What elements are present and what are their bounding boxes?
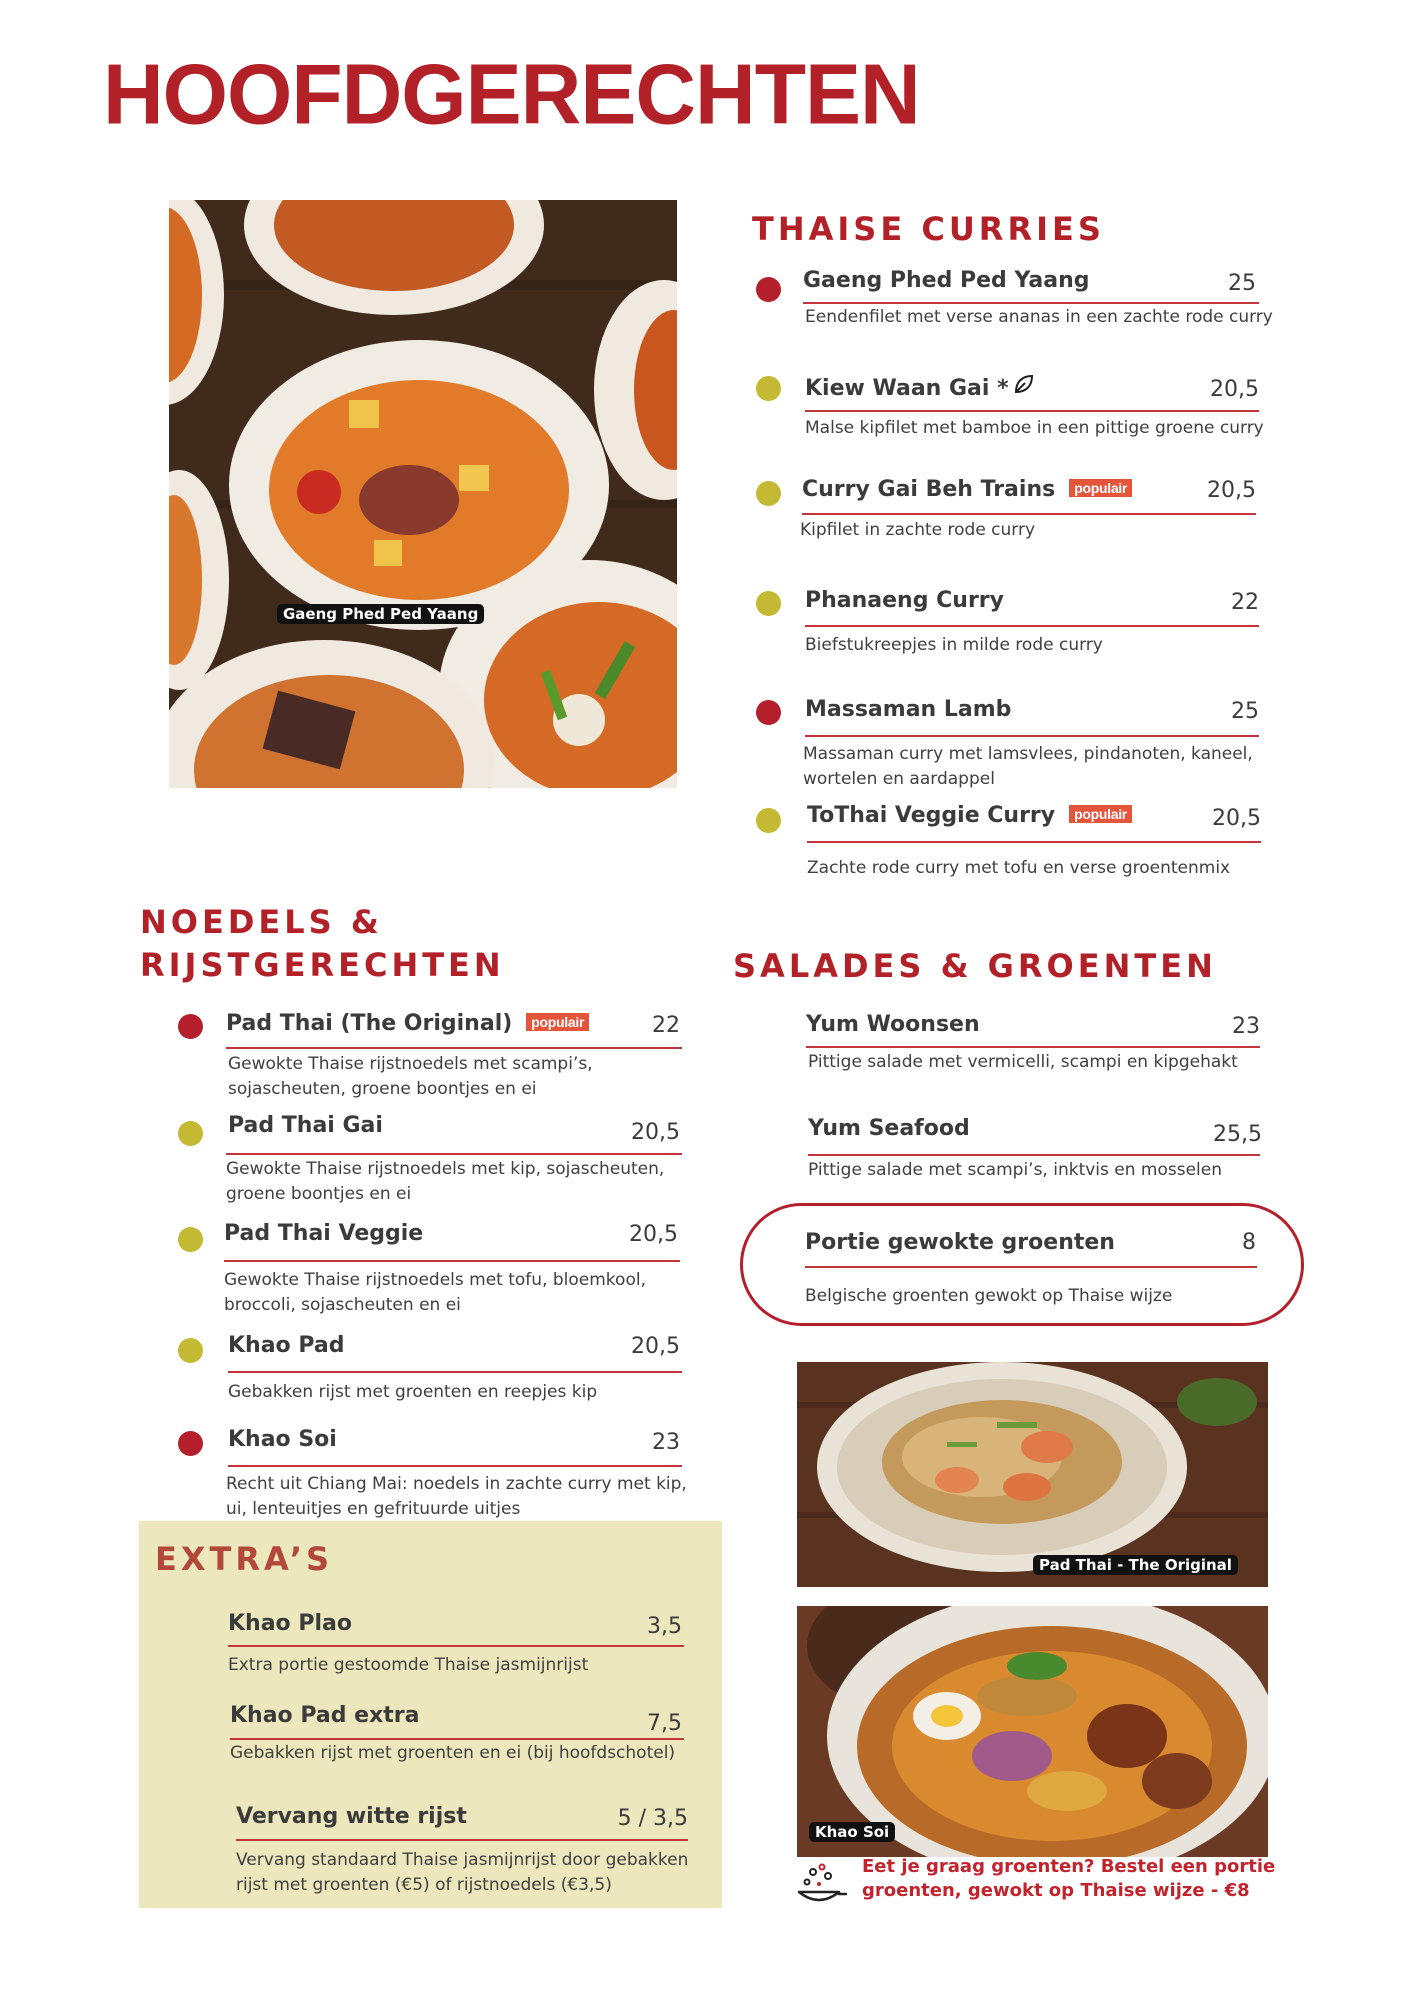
item-name (807, 803, 1132, 828)
olive-dot-icon (178, 1338, 203, 1363)
padthai-photo-image (797, 1362, 1268, 1587)
item-name: Gaeng Phed Ped Yaang (803, 268, 1090, 293)
item-name-text: Kiew Waan Gai * (805, 376, 1009, 401)
item-description: Gewokte Thaise rijstnoedels met tofu, bloemkool, broccoli, sojascheuten en ei (224, 1270, 646, 1315)
olive-dot-icon (756, 808, 781, 833)
divider (228, 1645, 684, 1647)
item-price: 20,5 (1210, 377, 1259, 402)
olive-dot-icon (756, 481, 781, 506)
khaosoi-photo (797, 1606, 1268, 1857)
divider (805, 1266, 1257, 1268)
olive-dot-icon (178, 1227, 203, 1252)
item-name-text: Pad Thai (The Original) (226, 1011, 513, 1036)
item-description: Belgische groenten gewokt op Thaise wijze (805, 1286, 1173, 1306)
item-price: 25 (1228, 271, 1256, 296)
item-description: Gebakken rijst met groenten en ei (bij hoofdschotel) (230, 1743, 676, 1763)
item-price: 5 / 3,5 (617, 1806, 688, 1831)
olive-dot-icon (756, 591, 781, 616)
divider (230, 1738, 684, 1740)
item-description: Gewokte Thaise rijstnoedels met kip, sojascheuten, groene boontjes en ei (226, 1159, 665, 1204)
item-description: Biefstukreepjes in milde rode curry (805, 635, 1103, 655)
page-title: HOOFDGERECHTEN (103, 46, 920, 142)
red-dot-icon (756, 700, 781, 725)
item-price: 23 (652, 1430, 680, 1455)
item-price: 20,5 (631, 1120, 680, 1145)
item-description: Gebakken rijst met groenten en reepjes kip (228, 1382, 598, 1402)
red-dot-icon (178, 1014, 203, 1039)
divider (806, 1046, 1260, 1048)
popular-badge: populair (1069, 805, 1132, 823)
divider (228, 1465, 682, 1467)
popular-badge: populair (1069, 479, 1132, 497)
item-name: Khao Pad (228, 1333, 345, 1358)
item-name (226, 1011, 589, 1036)
divider (805, 410, 1259, 412)
item-name-text: Curry Gai Beh Trains (802, 477, 1056, 502)
item-price: 8 (1242, 1230, 1256, 1255)
veggie-note: Eet je graag groenten? Bestel een portie groenten, gewokt op Thaise wijze - €8 (862, 1856, 1276, 1901)
olive-dot-icon (178, 1121, 203, 1146)
leaf-icon (1013, 373, 1035, 395)
divider (808, 1154, 1260, 1156)
popular-badge: populair (526, 1013, 589, 1031)
item-name: Yum Seafood (808, 1116, 970, 1141)
item-description: Gewokte Thaise rijstnoedels met scampi’s, sojascheuten, groene boontjes en ei (228, 1054, 593, 1099)
padthai-photo (797, 1362, 1268, 1587)
item-description: Vervang standaard Thaise jasmijnrijst door gebakken rijst met groenten (€5) of rijstnoedels (€3,5) (236, 1850, 689, 1895)
curries-title: THAISE CURRIES (752, 210, 1105, 248)
extras-title: EXTRA’S (155, 1540, 334, 1578)
item-price: 22 (652, 1013, 680, 1038)
item-name: Pad Thai Gai (228, 1113, 383, 1138)
item-price: 22 (1231, 590, 1259, 615)
item-name: Pad Thai Veggie (224, 1221, 424, 1246)
khaosoi-photo-label: Khao Soi (809, 1822, 895, 1842)
noodles-title-line2: RIJSTGERECHTEN (140, 946, 505, 984)
red-dot-icon (756, 277, 781, 302)
item-description: Zachte rode curry met tofu en verse groentenmix (807, 858, 1231, 878)
item-price: 20,5 (1207, 478, 1256, 503)
item-price: 23 (1232, 1014, 1260, 1039)
item-price: 3,5 (647, 1614, 682, 1639)
item-name: Massaman Lamb (805, 697, 1012, 722)
item-price: 7,5 (647, 1711, 682, 1736)
salads-title: SALADES & GROENTEN (733, 947, 1217, 985)
divider (226, 1153, 682, 1155)
item-price: 20,5 (1212, 806, 1261, 831)
item-name (802, 477, 1132, 502)
item-name: Phanaeng Curry (805, 588, 1004, 613)
divider (805, 625, 1259, 627)
item-name: Vervang witte rijst (236, 1804, 467, 1829)
noodles-title-line1: NOEDELS & (140, 903, 383, 941)
curry-photo (169, 200, 677, 788)
divider (802, 513, 1256, 515)
item-description: Pittige salade met vermicelli, scampi en kipgehakt (808, 1052, 1238, 1072)
item-price: 25,5 (1213, 1122, 1262, 1147)
item-price: 20,5 (631, 1334, 680, 1359)
item-description: Malse kipfilet met bamboe in een pittige groene curry (805, 418, 1264, 438)
item-name-text: ToThai Veggie Curry (807, 803, 1056, 828)
divider (236, 1839, 688, 1841)
khaosoi-photo-image (797, 1606, 1268, 1857)
item-price: 25 (1231, 699, 1259, 724)
curry-photo-label: Gaeng Phed Ped Yaang (277, 604, 484, 624)
item-name: Yum Woonsen (806, 1012, 980, 1037)
item-name: Khao Pad extra (230, 1703, 420, 1728)
item-description: Recht uit Chiang Mai: noedels in zachte curry met kip, ui, lenteuitjes en gefrituurde uitjes (226, 1474, 687, 1519)
item-name (805, 373, 1035, 401)
divider (807, 841, 1261, 843)
item-price: 20,5 (629, 1222, 678, 1247)
red-dot-icon (178, 1431, 203, 1456)
olive-dot-icon (756, 376, 781, 401)
divider (805, 735, 1259, 737)
item-description: Kipfilet in zachte rode curry (800, 520, 1036, 540)
item-description: Massaman curry met lamsvlees, pindanoten, kaneel, wortelen en aardappel (803, 744, 1253, 789)
curry-photo-image (169, 200, 677, 788)
wok-icon (795, 1862, 847, 1910)
item-name: Khao Plao (228, 1611, 352, 1636)
divider (803, 302, 1259, 304)
divider (226, 1047, 682, 1049)
divider (228, 1371, 682, 1373)
item-description: Pittige salade met scampi’s, inktvis en mosselen (808, 1160, 1223, 1180)
item-description: Extra portie gestoomde Thaise jasmijnrijst (228, 1655, 589, 1675)
item-description: Eendenfilet met verse ananas in een zachte rode curry (805, 307, 1273, 327)
item-name: Khao Soi (228, 1427, 337, 1452)
item-name: Portie gewokte groenten (805, 1230, 1115, 1255)
divider (224, 1260, 680, 1262)
padthai-photo-label: Pad Thai - The Original (1033, 1555, 1238, 1575)
